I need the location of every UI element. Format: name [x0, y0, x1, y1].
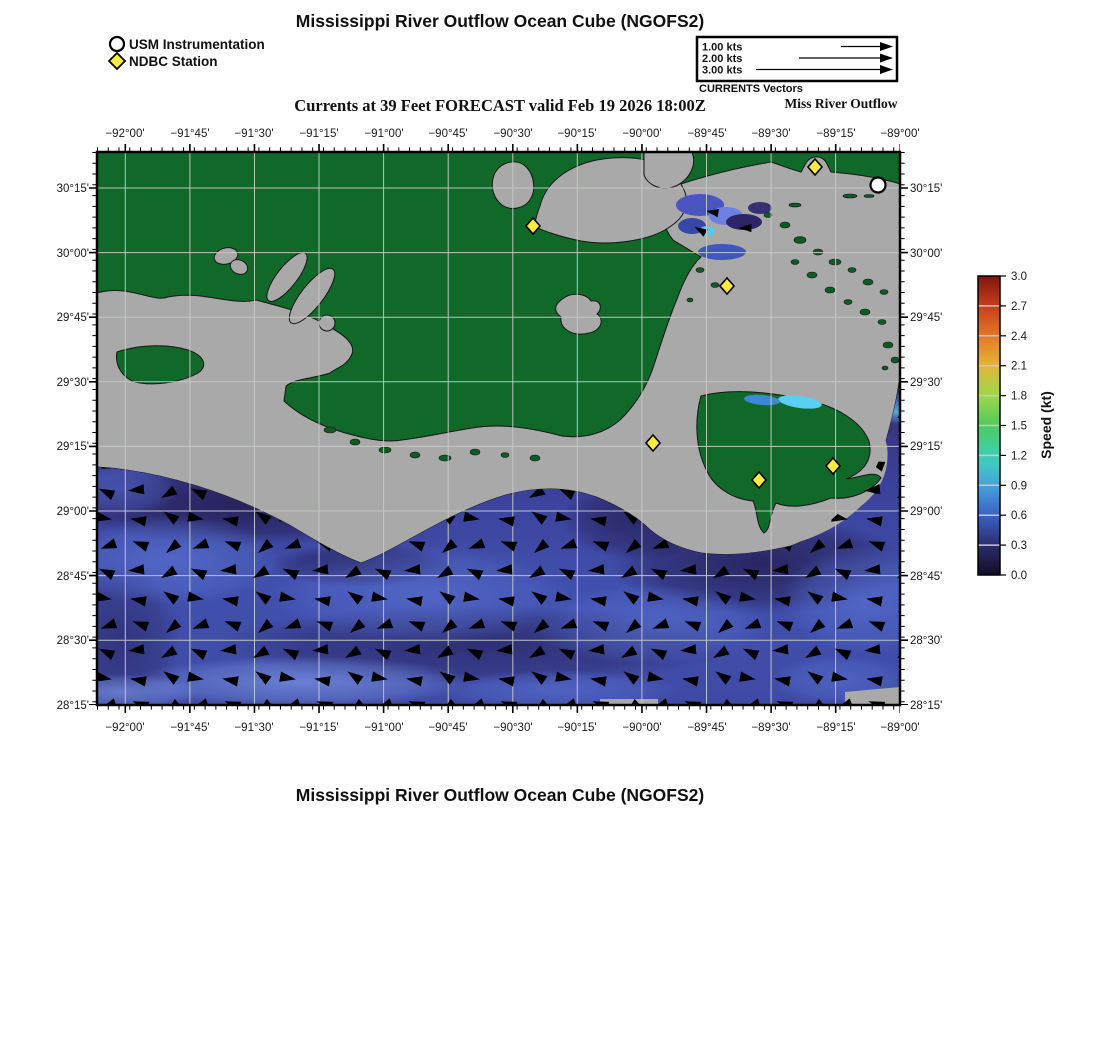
- colorbar: [978, 271, 1054, 582]
- lat-axis-left: [57, 183, 89, 712]
- colorbar-tick-label: 2.1: [1011, 360, 1027, 373]
- vector-legend-row-label: 2.00 kts: [702, 53, 743, 65]
- colorbar-tick-label: 2.7: [1011, 300, 1027, 313]
- lat-tick-label: 30°00': [910, 248, 943, 260]
- lat-tick-label: 30°15': [910, 183, 943, 195]
- lon-tick-label: −89°45': [687, 128, 727, 140]
- colorbar-tick-label: 1.8: [1011, 390, 1027, 403]
- usm-legend-label: USM Instrumentation: [129, 37, 265, 52]
- lon-tick-label: −90°15': [557, 722, 597, 734]
- colorbar-tick-label: 0.0: [1011, 570, 1027, 582]
- lon-tick-label: −89°45': [687, 722, 727, 734]
- lon-tick-label: −90°00': [622, 128, 662, 140]
- lon-tick-label: −90°15': [557, 128, 597, 140]
- lat-tick-label: 29°15': [56, 441, 89, 453]
- vector-legend-row-label: 3.00 kts: [702, 64, 743, 77]
- lon-tick-label: −91°30': [234, 722, 274, 734]
- lat-tick-label: 29°00': [910, 506, 943, 518]
- colorbar-tick-label: 0.3: [1011, 540, 1027, 553]
- lat-tick-label: 28°45': [56, 571, 89, 583]
- lon-tick-label: −90°45': [428, 128, 468, 140]
- lon-tick-label: −89°00': [880, 722, 920, 734]
- lon-tick-label: −90°30': [493, 722, 533, 734]
- lon-tick-label: −89°30': [751, 722, 791, 734]
- station-legend: [109, 37, 265, 69]
- colorbar-tick-label: 1.5: [1011, 420, 1027, 433]
- lon-tick-label: −91°00': [364, 128, 404, 140]
- lat-tick-label: 29°15': [910, 441, 943, 453]
- colorbar-ticks: [1000, 276, 1006, 575]
- lat-tick-label: 28°15': [910, 700, 943, 712]
- ndbc-legend-icon: [109, 53, 125, 69]
- lon-tick-label: −91°15': [299, 722, 339, 734]
- lon-tick-label: −91°15': [299, 128, 339, 140]
- lat-tick-label: 28°30': [910, 635, 943, 647]
- lon-tick-label: −89°00': [880, 128, 920, 140]
- colorbar-tick-label: 0.6: [1011, 510, 1027, 523]
- vector-legend-row-label: 1.00 kts: [702, 41, 743, 54]
- lat-tick-label: 29°30': [56, 377, 89, 389]
- lat-tick-label: 28°30': [56, 635, 89, 647]
- colorbar-tick-label: 3.0: [1011, 271, 1027, 283]
- vector-legend-caption: CURRENTS Vectors: [699, 83, 803, 95]
- lon-tick-label: −91°45': [170, 722, 210, 734]
- colorbar-axis-label: Speed (kt): [1038, 391, 1054, 459]
- lat-tick-label: 28°15': [56, 700, 89, 712]
- subtitle-forecast: Currents at 39 Feet FORECAST valid Feb 19 2026 18:00Z: [294, 96, 706, 115]
- vector-legend: [697, 37, 898, 111]
- usm-station-marker: [871, 178, 886, 193]
- lon-tick-label: −92°00': [105, 722, 145, 734]
- ndbc-legend-label: NDBC Station: [129, 54, 218, 69]
- lon-tick-label: −91°30': [234, 128, 274, 140]
- lat-tick-label: 29°00': [56, 506, 89, 518]
- lon-axis-bottom: [105, 722, 919, 734]
- lon-tick-label: −89°30': [751, 128, 791, 140]
- lon-tick-label: −92°00': [105, 128, 145, 140]
- lon-tick-label: −90°45': [428, 722, 468, 734]
- lon-tick-label: −91°00': [364, 722, 404, 734]
- lon-tick-label: −91°45': [170, 128, 210, 140]
- region-label: Miss River Outflow: [784, 96, 898, 111]
- lat-tick-label: 28°45': [910, 571, 943, 583]
- lon-tick-label: −89°15': [816, 128, 856, 140]
- main-title: Mississippi River Outflow Ocean Cube (NGOFS2): [295, 11, 705, 31]
- lon-axis-top: [105, 128, 919, 140]
- colorbar-tick-label: 0.9: [1011, 480, 1027, 493]
- lat-tick-label: 30°15': [56, 183, 89, 195]
- lat-axis-right: [910, 183, 942, 712]
- lon-tick-label: −90°30': [493, 128, 533, 140]
- colorbar-tick-label: 1.2: [1011, 450, 1027, 463]
- map-plot: [40, 152, 950, 720]
- usm-legend-icon: [110, 37, 124, 51]
- bottom-title: Mississippi River Outflow Ocean Cube (NGOFS2): [295, 785, 705, 805]
- lon-tick-label: −90°00': [622, 722, 662, 734]
- lat-tick-label: 30°00': [56, 248, 89, 260]
- lat-tick-label: 29°30': [910, 377, 943, 389]
- lon-tick-label: −89°15': [816, 722, 856, 734]
- colorbar-tick-label: 2.4: [1011, 330, 1027, 343]
- lat-tick-label: 29°45': [56, 312, 89, 324]
- lat-tick-label: 29°45': [910, 312, 943, 324]
